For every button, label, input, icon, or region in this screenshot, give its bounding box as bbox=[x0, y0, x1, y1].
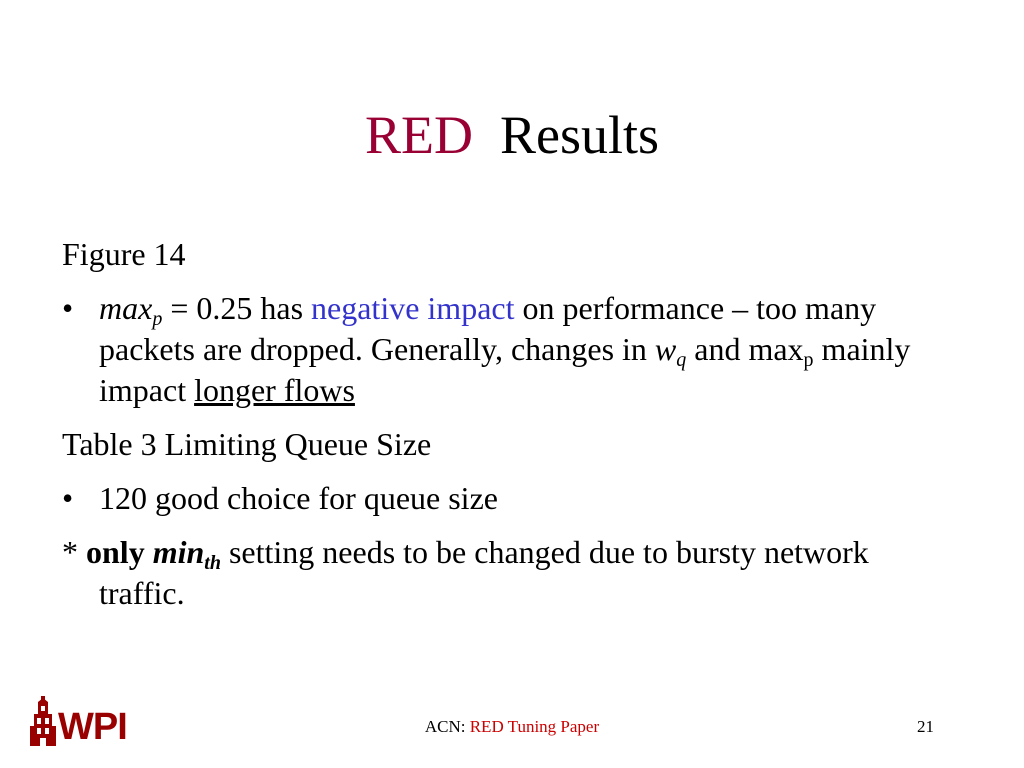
bullet-maxp-text bbox=[99, 288, 962, 411]
footer-caption bbox=[0, 717, 1024, 737]
p-subscript: p bbox=[152, 308, 163, 330]
table-heading: Table 3 Limiting Queue Size bbox=[62, 426, 432, 462]
bullet-maxp-text-2: on performance – too many packets are dropped. Generally, changes in bbox=[99, 290, 877, 367]
negative-impact-text: negative impact bbox=[311, 290, 515, 326]
bullet-maxp-text-1: = 0.25 has bbox=[162, 290, 312, 326]
note-line bbox=[62, 532, 962, 614]
footer-link[interactable]: RED Tuning Paper bbox=[469, 717, 600, 736]
bullet-dot: • bbox=[62, 480, 74, 516]
slide-title bbox=[0, 103, 1024, 167]
note-star: * bbox=[62, 534, 86, 570]
longer-flows-text: longer flows bbox=[194, 372, 355, 408]
slide-body bbox=[62, 234, 962, 614]
note-rest: setting needs to be changed due to bursty network traffic. bbox=[99, 534, 869, 611]
only-text: only bbox=[86, 534, 145, 570]
q-subscript: q bbox=[676, 349, 687, 371]
footer-prefix: ACN: bbox=[424, 717, 470, 736]
bullet-queue bbox=[62, 478, 962, 519]
logo-text: WPI bbox=[58, 706, 127, 748]
bullet-dot: • bbox=[62, 290, 74, 326]
max-var: max bbox=[99, 290, 153, 326]
th-subscript: th bbox=[204, 552, 221, 574]
bullet-maxp-text-4: mainly impact bbox=[99, 331, 911, 408]
min-var: min bbox=[152, 534, 205, 570]
bullet-queue-text: 120 good choice for queue size bbox=[99, 480, 498, 516]
page-number: 21 bbox=[917, 717, 934, 736]
bullet-maxp bbox=[62, 288, 962, 411]
w-var: w bbox=[654, 331, 677, 367]
p2-subscript: p bbox=[803, 349, 814, 371]
figure-heading: Figure 14 bbox=[62, 236, 186, 272]
title-black-part: Results bbox=[499, 105, 660, 165]
title-red-part: RED bbox=[364, 105, 473, 165]
bullet-maxp-text-3: and max bbox=[686, 331, 804, 367]
